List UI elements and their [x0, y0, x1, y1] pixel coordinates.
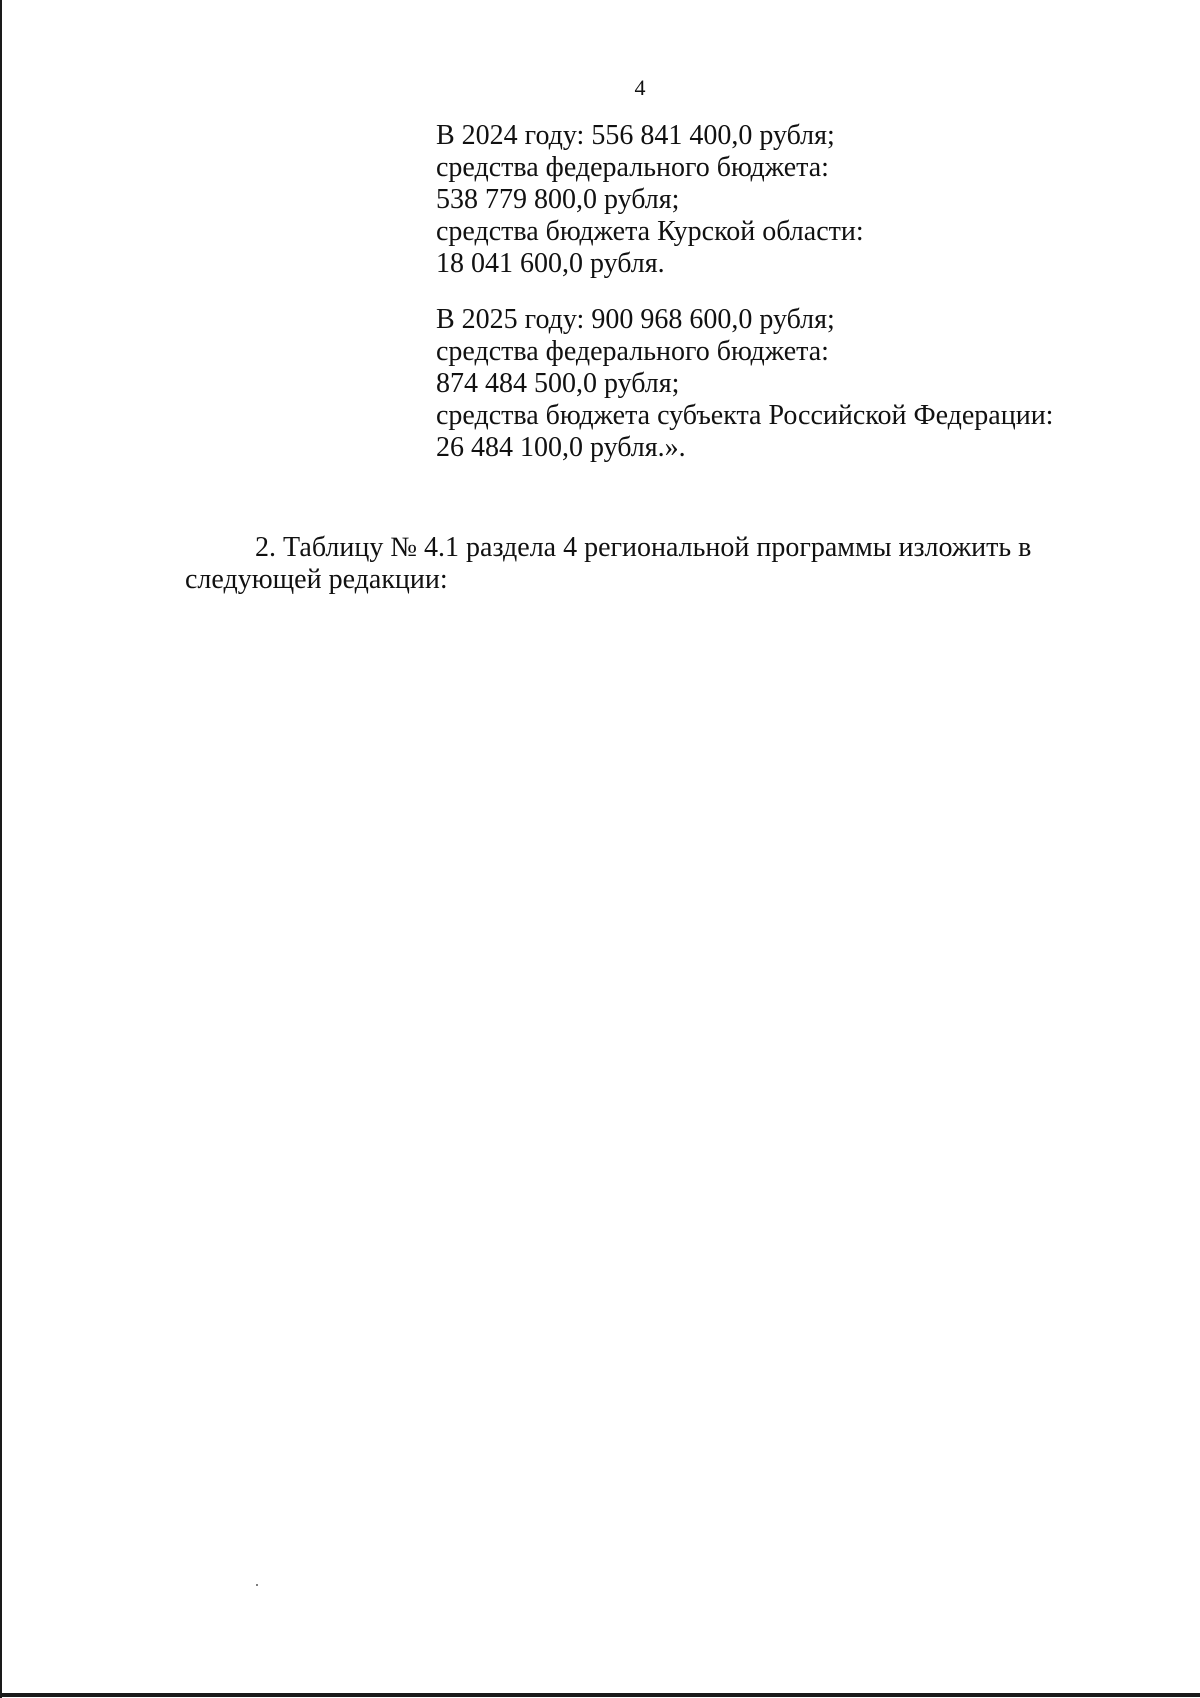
paragraph-2-line-1: 2. Таблицу № 4.1 раздела 4 региональной программы изложить в	[255, 532, 1032, 563]
funding-2025-total: В 2025 году: 900 968 600,0 рубля;	[436, 304, 835, 335]
funding-2025-subject-label: средства бюджета субъекта Российской Федерации:	[436, 400, 1054, 431]
funding-2024-federal-label: средства федерального бюджета:	[436, 152, 829, 183]
funding-2024-regional-amount: 18 041 600,0 рубля.	[436, 248, 665, 279]
paragraph-2	[185, 532, 1065, 596]
scan-border-bottom	[0, 1693, 1200, 1697]
funding-2024-total: В 2024 году: 556 841 400,0 рубля;	[436, 120, 835, 151]
scan-border-left	[0, 0, 2, 1698]
funding-2024-block	[436, 120, 1136, 280]
funding-2025-federal-amount: 874 484 500,0 рубля;	[436, 368, 680, 399]
funding-2024-regional-label: средства бюджета Курской области:	[436, 216, 864, 247]
paragraph-2-line-2: следующей редакции:	[185, 564, 448, 595]
page-number: 4	[634, 75, 646, 100]
funding-2025-block	[436, 304, 1136, 464]
funding-2025-federal-label: средства федерального бюджета:	[436, 336, 829, 367]
funding-2025-subject-amount: 26 484 100,0 рубля.».	[436, 432, 686, 463]
funding-2024-federal-amount: 538 779 800,0 рубля;	[436, 184, 680, 215]
scan-speck	[256, 1584, 258, 1586]
